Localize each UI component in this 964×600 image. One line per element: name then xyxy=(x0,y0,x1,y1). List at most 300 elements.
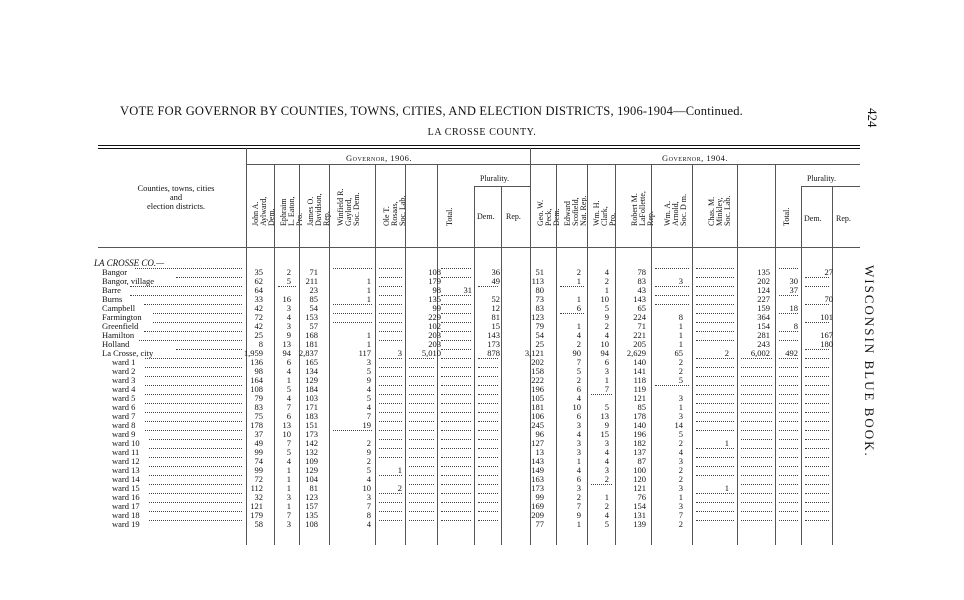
empty-cell-dots xyxy=(441,268,471,270)
empty-cell-dots xyxy=(379,412,402,414)
vote-cell: 143 xyxy=(633,294,646,304)
vote-cell: 13 xyxy=(535,447,544,457)
empty-cell-dots xyxy=(333,268,372,270)
empty-cell-dots xyxy=(779,421,798,423)
empty-cell-dots xyxy=(741,394,772,396)
empty-cell-dots xyxy=(696,403,734,405)
empty-cell-dots xyxy=(441,430,471,432)
vote-cell: 1 xyxy=(286,465,291,475)
empty-cell-dots xyxy=(591,484,612,486)
vote-cell: 4 xyxy=(286,312,291,322)
page-title: VOTE FOR GOVERNOR BY COUNTIES, TOWNS, CITIES, AND ELECTION DISTRICTS, 1906-1904—Continued. xyxy=(120,104,743,118)
empty-cell-dots xyxy=(805,421,829,423)
column-header: Total. xyxy=(782,207,791,226)
empty-cell-dots xyxy=(696,322,734,324)
empty-cell-dots xyxy=(779,268,798,270)
empty-cell-dots xyxy=(655,304,689,306)
vote-cell: 25 xyxy=(535,339,544,349)
vote-cell: 98 xyxy=(254,366,263,376)
empty-cell-dots xyxy=(441,376,471,378)
vote-cell: 3 xyxy=(576,438,581,448)
vote-cell: 108 xyxy=(250,384,263,394)
vote-cell: 27 xyxy=(824,267,833,277)
vote-cell: 4 xyxy=(604,510,609,520)
vote-cell: 13 xyxy=(600,411,609,421)
vote-cell: 127 xyxy=(531,438,544,448)
column-header: Winfield R. Gaylord, Soc. Dem. xyxy=(336,188,361,226)
vote-cell: 43 xyxy=(637,285,646,295)
vote-cell: 2 xyxy=(576,492,581,502)
vote-cell: 1 xyxy=(678,330,683,340)
table-row xyxy=(0,502,964,511)
empty-cell-dots xyxy=(441,385,471,387)
vote-cell: 136 xyxy=(250,357,263,367)
table-row xyxy=(0,349,964,358)
empty-cell-dots xyxy=(379,394,402,396)
vote-cell: 211 xyxy=(305,276,318,286)
empty-cell-dots xyxy=(696,385,734,387)
vote-cell: 5 xyxy=(604,402,609,412)
vote-cell: 1,959 xyxy=(243,348,263,358)
vote-cell: 149 xyxy=(531,465,544,475)
table-row xyxy=(0,313,964,322)
vote-cell: 75 xyxy=(254,411,263,421)
empty-cell-dots xyxy=(741,439,772,441)
empty-cell-dots xyxy=(379,430,402,432)
empty-cell-dots xyxy=(696,340,734,342)
vote-cell: 3 xyxy=(576,420,581,430)
vote-cell: 181 xyxy=(305,339,318,349)
column-header: Robert M. LaFollette, Rep. xyxy=(630,191,655,226)
vote-cell: 143 xyxy=(531,456,544,466)
vote-cell: 2 xyxy=(604,474,609,484)
empty-cell-dots xyxy=(696,448,734,450)
vote-cell: 99 xyxy=(432,303,441,313)
empty-cell-dots xyxy=(779,439,798,441)
vote-cell: 8 xyxy=(678,312,683,322)
vote-cell: 33 xyxy=(254,294,263,304)
empty-cell-dots xyxy=(741,520,772,522)
empty-cell-dots xyxy=(409,367,434,369)
empty-cell-dots xyxy=(741,412,772,414)
empty-cell-dots xyxy=(379,358,402,360)
table-row xyxy=(0,484,964,493)
vote-cell: 6 xyxy=(576,411,581,421)
vote-cell: 49 xyxy=(491,276,500,286)
empty-cell-dots xyxy=(478,448,498,450)
empty-cell-dots xyxy=(655,385,689,387)
empty-cell-dots xyxy=(741,367,772,369)
empty-cell-dots xyxy=(379,376,402,378)
empty-cell-dots xyxy=(655,286,689,288)
plurality-1904-dem-header: Dem. xyxy=(804,214,822,223)
vote-cell: 52 xyxy=(491,294,500,304)
vote-cell: 196 xyxy=(531,384,544,394)
leader-dots xyxy=(145,385,242,387)
empty-cell-dots xyxy=(441,295,471,297)
table-row xyxy=(0,466,964,475)
top-rule-2 xyxy=(98,148,860,149)
vote-cell: 134 xyxy=(305,366,318,376)
vote-cell: 4 xyxy=(604,267,609,277)
leader-dots xyxy=(144,304,242,306)
empty-cell-dots xyxy=(696,430,734,432)
empty-cell-dots xyxy=(478,502,498,504)
vote-cell: 15 xyxy=(491,321,500,331)
empty-cell-dots xyxy=(805,511,829,513)
vote-cell: 1 xyxy=(366,339,371,349)
empty-cell-dots xyxy=(379,367,402,369)
vote-cell: 179 xyxy=(250,510,263,520)
vote-cell: 104 xyxy=(305,474,318,484)
district-name: Burns xyxy=(102,294,123,304)
county-subtitle: LA CROSSE COUNTY. xyxy=(427,127,537,138)
vote-cell: 1 xyxy=(724,483,729,493)
table-row xyxy=(0,511,964,520)
vote-cell: 99 xyxy=(254,465,263,475)
empty-cell-dots xyxy=(696,475,734,477)
vote-cell: 1 xyxy=(678,339,683,349)
vote-cell: 4 xyxy=(286,456,291,466)
empty-cell-dots xyxy=(779,493,798,495)
vote-cell: 7 xyxy=(286,510,291,520)
district-name: Barre xyxy=(102,285,121,295)
empty-cell-dots xyxy=(409,421,434,423)
vote-cell: 12 xyxy=(491,303,500,313)
top-rule xyxy=(98,145,860,146)
vote-cell: 878 xyxy=(487,348,500,358)
empty-cell-dots xyxy=(409,412,434,414)
vote-cell: 4 xyxy=(604,456,609,466)
vote-cell: 23 xyxy=(309,285,318,295)
vote-cell: 221 xyxy=(633,330,646,340)
vote-cell: 79 xyxy=(254,393,263,403)
vote-cell: 171 xyxy=(305,402,318,412)
empty-cell-dots xyxy=(805,349,829,351)
empty-cell-dots xyxy=(805,475,829,477)
vote-cell: 2 xyxy=(576,339,581,349)
empty-cell-dots xyxy=(441,412,471,414)
empty-cell-dots xyxy=(696,421,734,423)
plurality-1904-header: Plurality. xyxy=(807,174,837,183)
vote-cell: 129 xyxy=(305,375,318,385)
empty-cell-dots xyxy=(379,331,402,333)
vote-cell: 5,010 xyxy=(421,348,441,358)
vote-cell: 3 xyxy=(397,348,402,358)
vote-cell: 2 xyxy=(604,501,609,511)
vote-cell: 103 xyxy=(305,393,318,403)
vote-cell: 2 xyxy=(286,267,291,277)
vote-cell: 158 xyxy=(531,366,544,376)
empty-cell-dots xyxy=(441,331,471,333)
vote-cell: 3 xyxy=(678,411,683,421)
vote-cell: 10 xyxy=(600,339,609,349)
empty-cell-dots xyxy=(441,277,471,279)
empty-cell-dots xyxy=(441,403,471,405)
vote-cell: 2 xyxy=(678,474,683,484)
empty-cell-dots xyxy=(441,520,471,522)
vote-cell: 1 xyxy=(397,465,402,475)
empty-cell-dots xyxy=(805,484,829,486)
district-name: ward 14 xyxy=(112,474,140,484)
table-row xyxy=(0,376,964,385)
vote-cell: 3 xyxy=(286,492,291,502)
empty-cell-dots xyxy=(805,367,829,369)
empty-cell-dots xyxy=(441,466,471,468)
vote-cell: 3 xyxy=(604,438,609,448)
vote-cell: 101 xyxy=(820,312,833,322)
empty-cell-dots xyxy=(441,475,471,477)
empty-cell-dots xyxy=(741,484,772,486)
leader-dots xyxy=(149,511,242,513)
vote-cell: 154 xyxy=(757,321,770,331)
column-header: Wm. H. Clark, Pro. xyxy=(592,200,617,226)
vote-cell: 129 xyxy=(305,465,318,475)
district-name: La Crosse, city xyxy=(102,348,154,358)
vote-cell: 3 xyxy=(678,501,683,511)
vote-cell: 36 xyxy=(491,267,500,277)
vote-cell: 6 xyxy=(576,303,581,313)
empty-cell-dots xyxy=(741,493,772,495)
vote-cell: 3 xyxy=(576,447,581,457)
vote-cell: 2 xyxy=(724,348,729,358)
empty-cell-dots xyxy=(805,439,829,441)
vote-cell: 157 xyxy=(305,501,318,511)
vote-cell: 18 xyxy=(789,303,798,313)
vote-cell: 3 xyxy=(576,483,581,493)
empty-cell-dots xyxy=(696,268,734,270)
vote-cell: 87 xyxy=(637,456,646,466)
vote-cell: 19 xyxy=(362,420,371,430)
empty-cell-dots xyxy=(478,412,498,414)
vote-cell: 143 xyxy=(487,330,500,340)
empty-cell-dots xyxy=(741,421,772,423)
leader-dots xyxy=(145,421,242,423)
vote-cell: 1 xyxy=(576,276,581,286)
vote-cell: 123 xyxy=(305,492,318,502)
vote-cell: 3 xyxy=(286,321,291,331)
empty-cell-dots xyxy=(379,403,402,405)
vote-cell: 1 xyxy=(286,474,291,484)
vote-cell: 13 xyxy=(282,339,291,349)
empty-cell-dots xyxy=(779,502,798,504)
vote-cell: 1 xyxy=(678,402,683,412)
vote-cell: 7 xyxy=(286,402,291,412)
vote-cell: 5 xyxy=(286,276,291,286)
plurality-1906-dem-header: Dem. xyxy=(477,212,495,221)
empty-cell-dots xyxy=(478,430,498,432)
column-header: Total. xyxy=(445,207,454,226)
vote-cell: 1 xyxy=(286,501,291,511)
vote-cell: 4 xyxy=(366,519,371,529)
vote-cell: 3 xyxy=(604,366,609,376)
leader-dots xyxy=(149,475,242,477)
column-header: Geo. W. Peck, Dem. xyxy=(536,200,561,226)
vote-cell: 1 xyxy=(286,375,291,385)
empty-cell-dots xyxy=(379,439,402,441)
vote-cell: 5 xyxy=(604,519,609,529)
table-row xyxy=(0,439,964,448)
vote-cell: 79 xyxy=(535,321,544,331)
empty-cell-dots xyxy=(805,394,829,396)
vote-cell: 4 xyxy=(604,330,609,340)
empty-cell-dots xyxy=(741,358,772,360)
district-name: ward 10 xyxy=(112,438,140,448)
vote-cell: 71 xyxy=(637,321,646,331)
vote-cell: 113 xyxy=(531,276,544,286)
empty-cell-dots xyxy=(478,367,498,369)
vote-cell: 2 xyxy=(678,357,683,367)
vote-cell: 58 xyxy=(254,519,263,529)
vote-cell: 65 xyxy=(674,348,683,358)
vote-cell: 3 xyxy=(678,393,683,403)
leader-dots xyxy=(149,502,242,504)
empty-cell-dots xyxy=(441,448,471,450)
vote-cell: 25 xyxy=(254,330,263,340)
vote-cell: 1 xyxy=(576,456,581,466)
vote-cell: 72 xyxy=(254,474,263,484)
vote-cell: 1 xyxy=(604,375,609,385)
empty-cell-dots xyxy=(441,493,471,495)
vote-cell: 1 xyxy=(678,492,683,502)
vote-cell: 203 xyxy=(428,339,441,349)
empty-cell-dots xyxy=(779,520,798,522)
vote-cell: 227 xyxy=(757,294,770,304)
vote-cell: 85 xyxy=(637,402,646,412)
district-name: Farmington xyxy=(102,312,142,322)
vote-cell: 2 xyxy=(366,456,371,466)
table-row xyxy=(0,394,964,403)
empty-cell-dots xyxy=(741,466,772,468)
vote-cell: 243 xyxy=(757,339,770,349)
empty-cell-dots xyxy=(478,403,498,405)
empty-cell-dots xyxy=(696,520,734,522)
vote-cell: 32 xyxy=(254,492,263,502)
empty-cell-dots xyxy=(805,448,829,450)
vote-cell: 121 xyxy=(633,483,646,493)
vote-cell: 178 xyxy=(633,411,646,421)
empty-cell-dots xyxy=(696,394,734,396)
vote-cell: 78 xyxy=(637,267,646,277)
vote-cell: 65 xyxy=(637,303,646,313)
vote-cell: 135 xyxy=(428,294,441,304)
empty-cell-dots xyxy=(560,313,584,315)
empty-cell-dots xyxy=(478,376,498,378)
vote-cell: 6 xyxy=(286,411,291,421)
vote-cell: 167 xyxy=(820,330,833,340)
empty-cell-dots xyxy=(379,475,402,477)
district-name: Hamilton xyxy=(102,330,135,340)
district-name: ward 6 xyxy=(112,402,136,412)
empty-cell-dots xyxy=(696,493,734,495)
empty-cell-dots xyxy=(805,493,829,495)
vote-cell: 224 xyxy=(633,312,646,322)
vote-cell: 72 xyxy=(254,312,263,322)
district-name: ward 2 xyxy=(112,366,136,376)
empty-cell-dots xyxy=(696,313,734,315)
empty-cell-dots xyxy=(409,484,434,486)
empty-cell-dots xyxy=(741,430,772,432)
empty-cell-dots xyxy=(409,358,434,360)
empty-cell-dots xyxy=(779,475,798,477)
vote-cell: 5 xyxy=(678,375,683,385)
stub-header-line: and xyxy=(169,192,183,202)
vote-cell: 6 xyxy=(576,384,581,394)
vote-cell: 3,121 xyxy=(524,348,544,358)
district-name: ward 12 xyxy=(112,456,140,466)
empty-cell-dots xyxy=(379,493,402,495)
vote-cell: 57 xyxy=(309,321,318,331)
empty-cell-dots xyxy=(379,448,402,450)
vote-cell: 7 xyxy=(286,438,291,448)
vote-cell: 2 xyxy=(678,366,683,376)
empty-cell-dots xyxy=(696,412,734,414)
vote-cell: 10 xyxy=(572,402,581,412)
empty-cell-dots xyxy=(779,313,798,315)
empty-cell-dots xyxy=(779,511,798,513)
leader-dots xyxy=(145,430,242,432)
empty-cell-dots xyxy=(805,358,829,360)
plurality-1904-rep-header: Rep. xyxy=(836,214,851,223)
empty-cell-dots xyxy=(441,484,471,486)
empty-cell-dots xyxy=(379,511,402,513)
leader-dots xyxy=(176,349,242,351)
empty-cell-dots xyxy=(655,295,689,297)
vote-cell: 9 xyxy=(366,375,371,385)
vote-cell: 3 xyxy=(678,456,683,466)
district-name: Campbell xyxy=(102,303,136,313)
vote-cell: 9 xyxy=(604,312,609,322)
empty-cell-dots xyxy=(696,367,734,369)
district-name: ward 1 xyxy=(112,357,136,367)
empty-cell-dots xyxy=(441,439,471,441)
empty-cell-dots xyxy=(779,358,798,360)
vote-cell: 108 xyxy=(428,267,441,277)
vote-cell: 99 xyxy=(535,492,544,502)
table-row xyxy=(0,493,964,502)
leader-dots xyxy=(145,394,242,396)
vote-cell: 4 xyxy=(576,393,581,403)
empty-cell-dots xyxy=(441,358,471,360)
vote-cell: 64 xyxy=(254,285,263,295)
vote-cell: 1 xyxy=(724,438,729,448)
vote-cell: 132 xyxy=(305,447,318,457)
empty-cell-dots xyxy=(441,349,471,351)
vote-cell: 163 xyxy=(531,474,544,484)
stub-header-line: election districts. xyxy=(146,201,206,211)
vote-cell: 16 xyxy=(282,294,291,304)
vote-cell: 96 xyxy=(535,429,544,439)
column-header: James O. Davidson, Rep. xyxy=(306,193,331,226)
vote-cell: 2 xyxy=(678,438,683,448)
vote-cell: 124 xyxy=(757,285,770,295)
empty-cell-dots xyxy=(379,520,402,522)
vote-cell: 2,837 xyxy=(298,348,318,358)
vote-cell: 4 xyxy=(678,447,683,457)
empty-cell-dots xyxy=(409,493,434,495)
empty-cell-dots xyxy=(805,322,829,324)
leader-dots xyxy=(135,268,242,270)
vote-cell: 154 xyxy=(633,501,646,511)
group-header-1906: Governor, 1906. xyxy=(346,153,413,163)
empty-cell-dots xyxy=(478,286,498,288)
empty-cell-dots xyxy=(379,457,402,459)
vote-cell: 74 xyxy=(254,456,263,466)
group-underline xyxy=(246,164,860,165)
vote-cell: 5 xyxy=(286,447,291,457)
vote-cell: 105 xyxy=(531,393,544,403)
empty-cell-dots xyxy=(779,376,798,378)
